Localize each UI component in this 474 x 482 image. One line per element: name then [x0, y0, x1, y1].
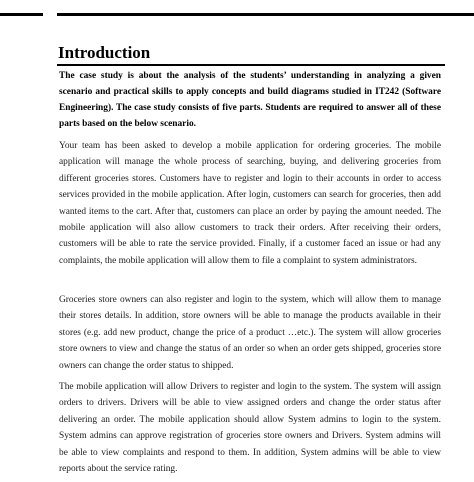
header-rule-right	[57, 13, 474, 16]
section-heading: Introduction	[58, 43, 151, 62]
scenario-paragraph-drivers-admins: The mobile application will allow Drivers to register and login to the system. The system will assign orders to drivers. Drivers will be able to view assigned orders and change the order status after delivering an order. The mobile application should allow System admins to login to the system. System admins can approve registration of groceries store owners and Drivers. System admins will be able to view complaints and respond to them. In addition, System admins will be able to view reports about the service rating.	[59, 382, 441, 475]
heading-underline	[57, 64, 445, 66]
scenario-paragraph-store-owners: Groceries store owners can also register and login to the system, which will allow them to manage their stores details. In addition, store owners will be able to manage the products available in their stores (e.g. add new product, change the price of a product …etc.). The system will allow groceries store owners to view and change the status of an order so when an order gets shipped, groceries store owners can change the order status to shipped.	[59, 295, 441, 371]
header-rule-left	[0, 13, 43, 16]
scenario-paragraph-customers: Your team has been asked to develop a mobile application for ordering groceries. The mobile application will manage the whole process of searching, buying, and delivering groceries from different groceries stores. Customers have to register and login to their accounts in order to access services provided in the mobile application. After login, customers can search for groceries, then add wanted items to the cart. After that, customers can place an order by paying the amount needed. The mobile application will also allow customers to track their orders. After receiving their orders, customers will be able to rate the service provided. Finally, if a customer faced an issue or had any complaints, the mobile application will allow them to file a complaint to system administrators.	[59, 141, 441, 266]
intro-paragraph: The case study is about the analysis of the students’ understanding in analyzing a given scenario and practical skills to apply concepts and build diagrams studied in IT242 (Software Engineering). The case study consists of five parts. Students are required to answer all of these parts based on the below scenario.	[59, 71, 441, 129]
